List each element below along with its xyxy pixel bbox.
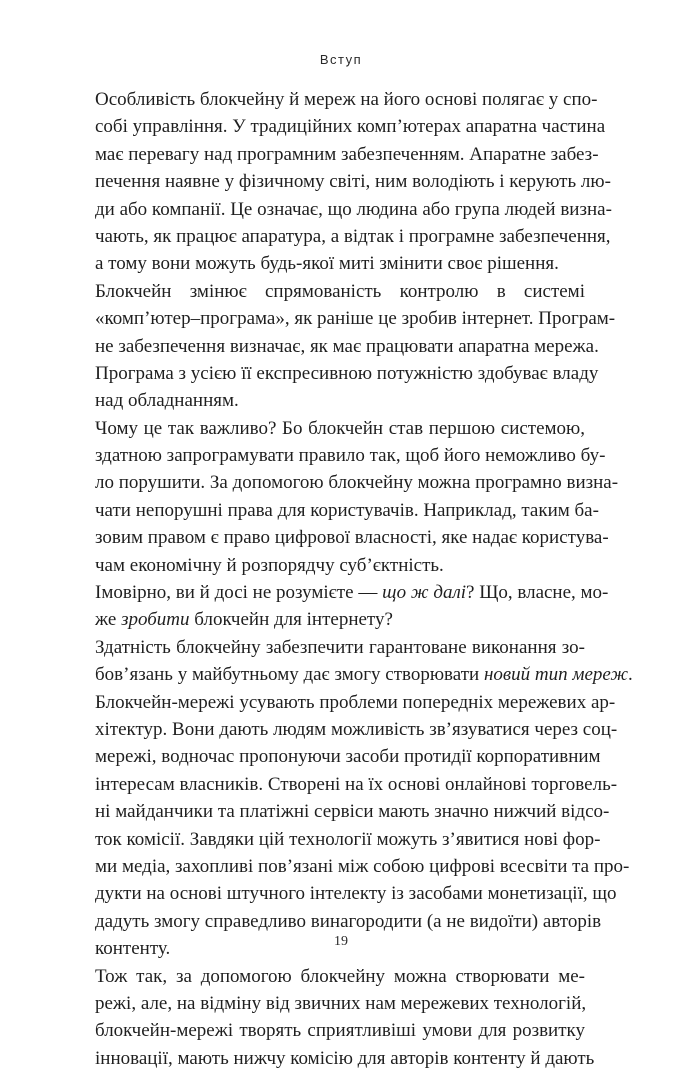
text-line: чати непорушні права для користувачів. Наприклад, таким ба- — [95, 499, 599, 521]
text-line: ми медіа, захопливі пов’язані між собою цифрові всесвіти та про- — [95, 855, 630, 877]
text-line: же зробити блокчейн для інтернету? — [95, 609, 393, 631]
text-line: «комп’ютер–програма», як раніше це зробив інтернет. Програм- — [95, 308, 616, 330]
text-line: Програма з усією її експресивною потужністю здобуває владу — [95, 362, 599, 384]
text-line: чають, як працює апаратура, а відтак і програмне забезпечення, — [95, 225, 611, 247]
text-line: не забезпечення визначає, як має працювати апаратна мережа. — [95, 335, 599, 357]
text-line: Особливість блокчейну й мереж на його основі полягає у спо- — [95, 89, 598, 110]
text-line: хітектур. Вони дають людям можливість зв’язуватися через соц- — [95, 718, 618, 740]
text-line: зовим правом є право цифрової власності, яке надає користува- — [95, 527, 609, 549]
text-line: ток комісії. Завдяки цій технології можуть з’явитися нові фор- — [95, 828, 601, 850]
text-line: собі управління. У традиційних комп’ютерах апаратна частина — [95, 116, 606, 138]
page-number: 19 — [334, 934, 348, 949]
text-line: контенту. — [95, 938, 171, 960]
text-line: здатною запрограмувати правило так, щоб його неможливо бу- — [95, 445, 606, 467]
text-line: режі, але, на відміну від звичних нам мережевих технологій, — [95, 992, 587, 1014]
text-line: має перевагу над програмним забезпеченням. Апаратне забез- — [95, 143, 599, 165]
text-line: печення наявне у фізичному світі, ним володіють і керують лю- — [95, 171, 611, 193]
text-line: а тому вони можуть будь-якої миті змінити своє рішення. — [95, 253, 559, 275]
text-line: мережі, водночас пропонуючи засоби протидії корпоративним — [95, 746, 601, 768]
text-line: блокчейн-мережі творять сприятливіші умови для розвитку — [95, 1020, 585, 1042]
text-line: дадуть змогу справедливо винагородити (а не видоїти) авторів — [95, 910, 602, 932]
text-line: інтересам власників. Створені на їх основі онлайнові торговель- — [95, 773, 618, 795]
text-line: Імовірно, ви й досі не розумієте — що ж далі? Що, власне, мо- — [95, 582, 609, 604]
text-line: Блокчейн змінює спрямованість контролю в системі — [95, 280, 585, 302]
text-line: дукти на основі штучного інтелекту із засобами монетизації, що — [95, 883, 617, 905]
text-line: Здатність блокчейну забезпечити гарантоване виконання зо- — [95, 636, 585, 658]
body-text — [95, 86, 633, 1072]
text-line: ні майданчики та платіжні сервіси мають значно нижчий відсо- — [95, 801, 610, 823]
text-line: Тож так, за допомогою блокчейну можна створювати ме- — [95, 965, 585, 987]
text-line: ди або компанії. Це означає, що людина або група людей визна- — [95, 198, 612, 220]
text-line: чам економічну й розпорядчу суб’єктність. — [95, 554, 444, 576]
running-head: Вступ — [319, 52, 363, 67]
text-line: бов’язань у майбутньому дає змогу створювати новий тип мереж. — [95, 664, 633, 686]
text-line: Блокчейн-мережі усувають проблеми попередніх мережевих ар- — [95, 691, 616, 713]
text-line: над обладнанням. — [95, 390, 239, 412]
text-line: Чому це так важливо? Бо блокчейн став першою системою, — [95, 417, 585, 439]
text-line: інновації, мають нижчу комісію для авторів контенту й дають — [95, 1047, 595, 1069]
text-line: ло порушити. За допомогою блокчейну можна програмно визна- — [95, 472, 619, 494]
